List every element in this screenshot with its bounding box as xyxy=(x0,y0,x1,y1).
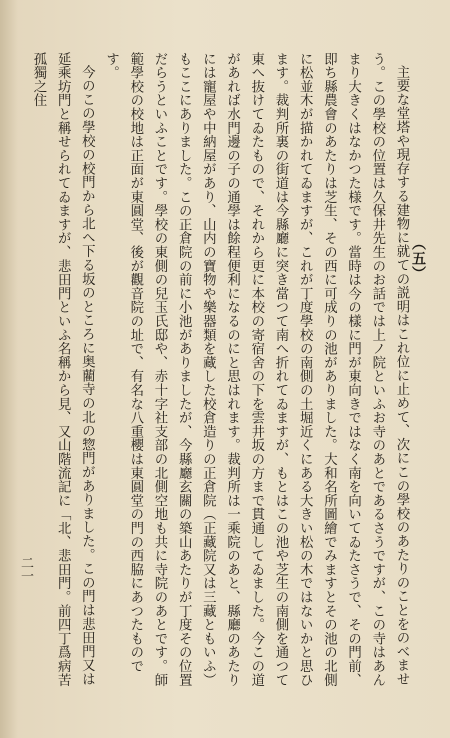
body-text xyxy=(26,52,413,688)
paragraph-2: 今のこの學校の校門から北へ下る坂のところに奥藺寺の北の惣門がありました。この門は悲田門又は延乘坊門と稱せられてゐますが、悲田門といふ名稱から見、又山階流記に「北、悲田門。前四丁爲病苦孤獨之住 xyxy=(30,52,95,687)
page-number: 二一 xyxy=(18,556,33,582)
paragraph-1: 主要な堂塔や現存する建物に就ての説明はこれ位に止めて、次にこの學校のあたりのことをのべませう。この學校の位置は久保井先生のお話では上ノ院といふお寺のあとであるさうですが、この寺はあんまり大きくはなかつた様です。當時は今の樣に門が東向きではなく南を向いてゐたさうで、その門前、即ち縣農會のあたりは芝生、その西に可成りの池がありました。大和名所圖繪でみますとその池の北側に松並木が描かれてゐますが、これが丁度學校の南側の土堀近くにある大きい松の木ではないかと思ひます。裁判所裏の街道は今縣廳に突き當つて南へ折れてゐますが、もとはこの池や芝生の南側を通つて東へ抜けてゐたもので、それから更に本校の寄宿舍の下を雲井坂の方まで貫通してゐました。今この道があれば水門邊の子の通學は餘程便利になるのにと思はれます。裁判所は一乘院のあと、縣廳のあたりには寵屋や中納屋があり、山内の寶物や樂器類を藏した校倉造りの正倉院（正藏院又は三藏ともいふ）もここにありました。この正倉院の前に小池がありましたが、今縣廳玄關の築山あたりが丁度その位置だらうといふことです。學校の東側の兒玉氏邸や、赤十字社支部の北側空地も共に寺院のあとです。師範學校の校地は正面が東圓堂、後が觀音院の址で、有名な八重櫻は東圓堂の門の西脇にあつたものです。 xyxy=(103,52,409,687)
binding-shadow xyxy=(0,0,18,738)
section-number: （五） xyxy=(410,236,426,281)
